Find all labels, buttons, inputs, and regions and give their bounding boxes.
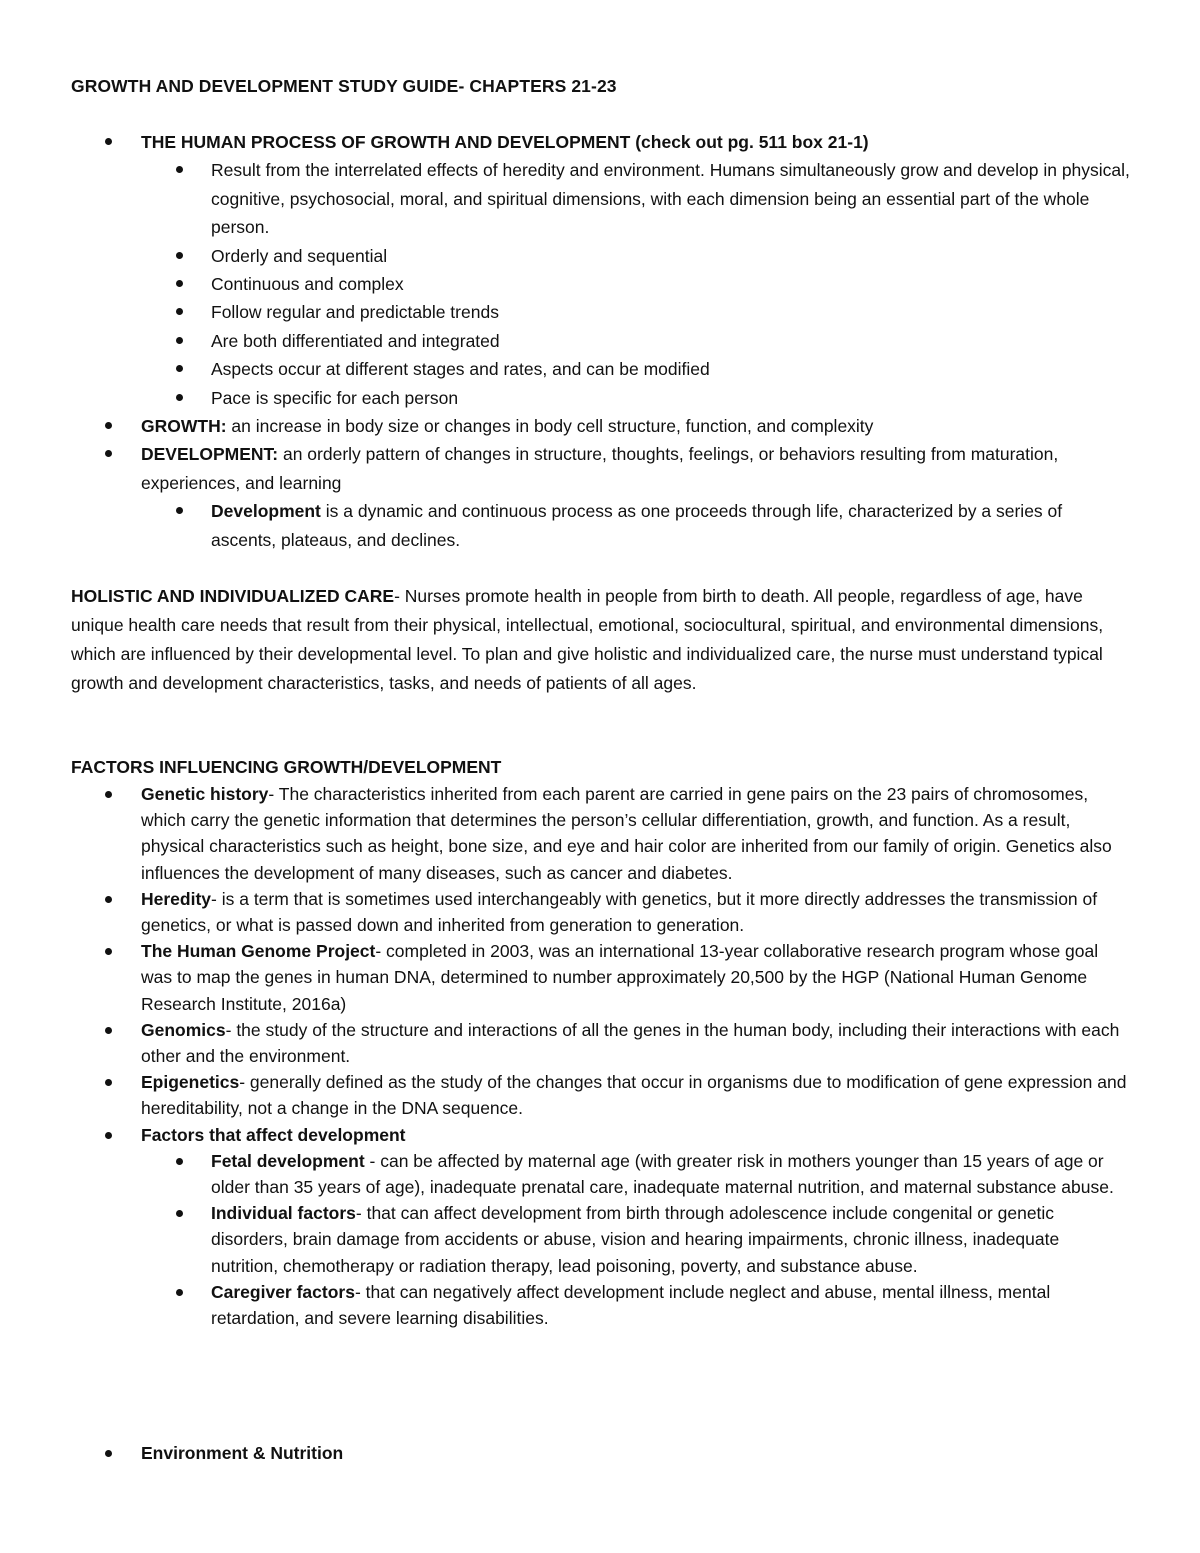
list-item-text: Pace is specific for each person <box>211 387 459 408</box>
list-item <box>0 440 1200 497</box>
factors-section <box>0 781 1200 1331</box>
bullet-icon <box>176 308 183 315</box>
bullet-icon <box>105 791 112 798</box>
list-item <box>0 1279 1200 1331</box>
definition: - can be affected by maternal age (with greater risk in mothers younger than 15 years of age or older than 35 years of age), inadequate prenatal care, inadequate maternal nutrition, and maternal substance abuse. <box>211 1150 1114 1198</box>
definition: - the study of the structure and interactions of all the genes in the human body, including their interactions with each other and the environment. <box>141 1019 1120 1067</box>
list-item-text: Are both differentiated and integrated <box>211 330 500 351</box>
section-heading: THE HUMAN PROCESS OF GROWTH AND DEVELOPMENT (check out pg. 511 box 21-1) <box>141 132 869 152</box>
list-item <box>0 242 1200 270</box>
list-item <box>0 270 1200 298</box>
term: GROWTH: <box>141 416 227 437</box>
list-item <box>0 156 1200 241</box>
term: Factors that affect development <box>141 1124 406 1145</box>
term: Individual factors <box>211 1203 356 1224</box>
list-item <box>0 497 1200 554</box>
bullet-icon <box>176 252 183 259</box>
definition: - is a term that is sometimes used interchangeably with genetics, but it more directly addresses the transmission of genetics, or what is passed down and inherited from generation to generation. <box>141 888 1098 936</box>
term: Heredity <box>141 888 212 909</box>
bullet-icon <box>105 948 112 955</box>
bullet-icon <box>176 1158 183 1165</box>
list-item <box>0 1148 1200 1200</box>
list-item <box>0 327 1200 355</box>
bullet-icon <box>176 337 183 344</box>
definition: - The characteristics inherited from each parent are carried in gene pairs on the 23 pairs of chromosomes, which carry the genetic information that determines the person’s cellular differentiation, growth, and function. As a result, physical characteristics such as height, bone size, and eye and hair color are inherited from our family of origin. Genetics also influences the development of many diseases, such as cancer and diabetes. <box>141 784 1112 883</box>
term: The Human Genome Project <box>141 941 376 962</box>
list-item-text: Result from the interrelated effects of heredity and environment. Humans simultaneously grow and develop in physical, cognitive, psychosocial, moral, and spiritual dimensions, with each dimension being an essential part of the whole person. <box>211 160 1130 238</box>
term: Genetic history <box>141 784 269 804</box>
definition: - Nurses promote health in people from birth to death. All people, regardless of age, have unique health care needs that result from their physical, intellectual, emotional, sociocultural, spiritual, and environmental dimensions, which are influenced by their developmental level. To plan and give holistic and individualized care, the nurse must understand typical growth and development characteristics, tasks, and needs of patients of all ages. <box>71 586 1104 693</box>
list-item <box>0 1017 1200 1069</box>
bullet-icon <box>105 450 112 457</box>
bullet-icon <box>105 896 112 903</box>
definition: - that can affect development from birth through adolescence include congenital or genetic disorders, brain damage from accidents or abuse, vision and hearing impairments, chronic illness, inadequate nutrition, chemotherapy or radiation therapy, lead poisoning, poverty, and substance abuse. <box>211 1203 1060 1276</box>
term: Environment & Nutrition <box>141 1443 344 1463</box>
section-heading: FACTORS INFLUENCING GROWTH/DEVELOPMENT <box>71 757 502 777</box>
term: Caregiver factors <box>211 1281 355 1302</box>
bullet-icon <box>176 166 183 173</box>
holistic-care-paragraph <box>71 582 1131 698</box>
term: Fetal development <box>211 1150 365 1171</box>
list-item-text: Follow regular and predictable trends <box>211 302 499 323</box>
list-item-text: Continuous and complex <box>211 274 404 295</box>
list-item <box>0 886 1200 938</box>
environment-section <box>0 1440 1200 1466</box>
term: Genomics <box>141 1019 226 1040</box>
bullet-icon <box>105 1027 112 1034</box>
list-item-text: Aspects occur at different stages and rates, and can be modified <box>211 359 710 380</box>
term: DEVELOPMENT: <box>141 444 279 465</box>
list-item <box>0 1069 1200 1121</box>
definition: - completed in 2003, was an international 13-year collaborative research program whose goal was to map the genes in human DNA, determined to number approximately 20,500 by the HGP (National Human Genome Research Institute, 2016a) <box>141 941 1099 1014</box>
list-item <box>0 781 1200 886</box>
term: Development <box>211 501 321 522</box>
list-item <box>0 355 1200 383</box>
list-item <box>0 1440 1200 1466</box>
list-item <box>0 1200 1200 1279</box>
bullet-icon <box>105 1079 112 1086</box>
bullet-icon <box>176 394 183 401</box>
list-item <box>0 938 1200 1017</box>
list-item <box>0 1122 1200 1148</box>
list-item <box>0 298 1200 326</box>
bullet-icon <box>176 507 183 514</box>
bullet-icon <box>105 422 112 429</box>
definition: is a dynamic and continuous process as one proceeds through life, characterized by a series of ascents, plateaus, and declines. <box>211 501 1063 550</box>
growth-development-section <box>0 128 1200 554</box>
list-item <box>0 128 1200 156</box>
bullet-icon <box>105 1132 112 1139</box>
bullet-icon <box>176 1289 183 1296</box>
definition: - that can negatively affect development include neglect and abuse, mental illness, mental retardation, and severe learning disabilities. <box>211 1281 1051 1329</box>
term: Epigenetics <box>141 1072 240 1093</box>
list-item <box>0 412 1200 440</box>
term: HOLISTIC AND INDIVIDUALIZED CARE <box>71 586 395 606</box>
bullet-icon <box>105 138 112 145</box>
definition: - generally defined as the study of the changes that occur in organisms due to modification of gene expression and hereditability, not a change in the DNA sequence. <box>141 1072 1127 1119</box>
bullet-icon <box>105 1450 112 1457</box>
definition: an increase in body size or changes in body cell structure, function, and complexity <box>226 416 874 437</box>
bullet-icon <box>176 365 183 372</box>
bullet-icon <box>176 280 183 287</box>
bullet-icon <box>176 1210 183 1217</box>
definition: an orderly pattern of changes in structure, thoughts, feelings, or behaviors resulting from maturation, experiences, and learning <box>141 444 1059 493</box>
list-item <box>0 384 1200 412</box>
document-title: GROWTH AND DEVELOPMENT STUDY GUIDE- CHAPTERS 21-23 <box>71 76 617 96</box>
list-item-text: Orderly and sequential <box>211 245 388 266</box>
